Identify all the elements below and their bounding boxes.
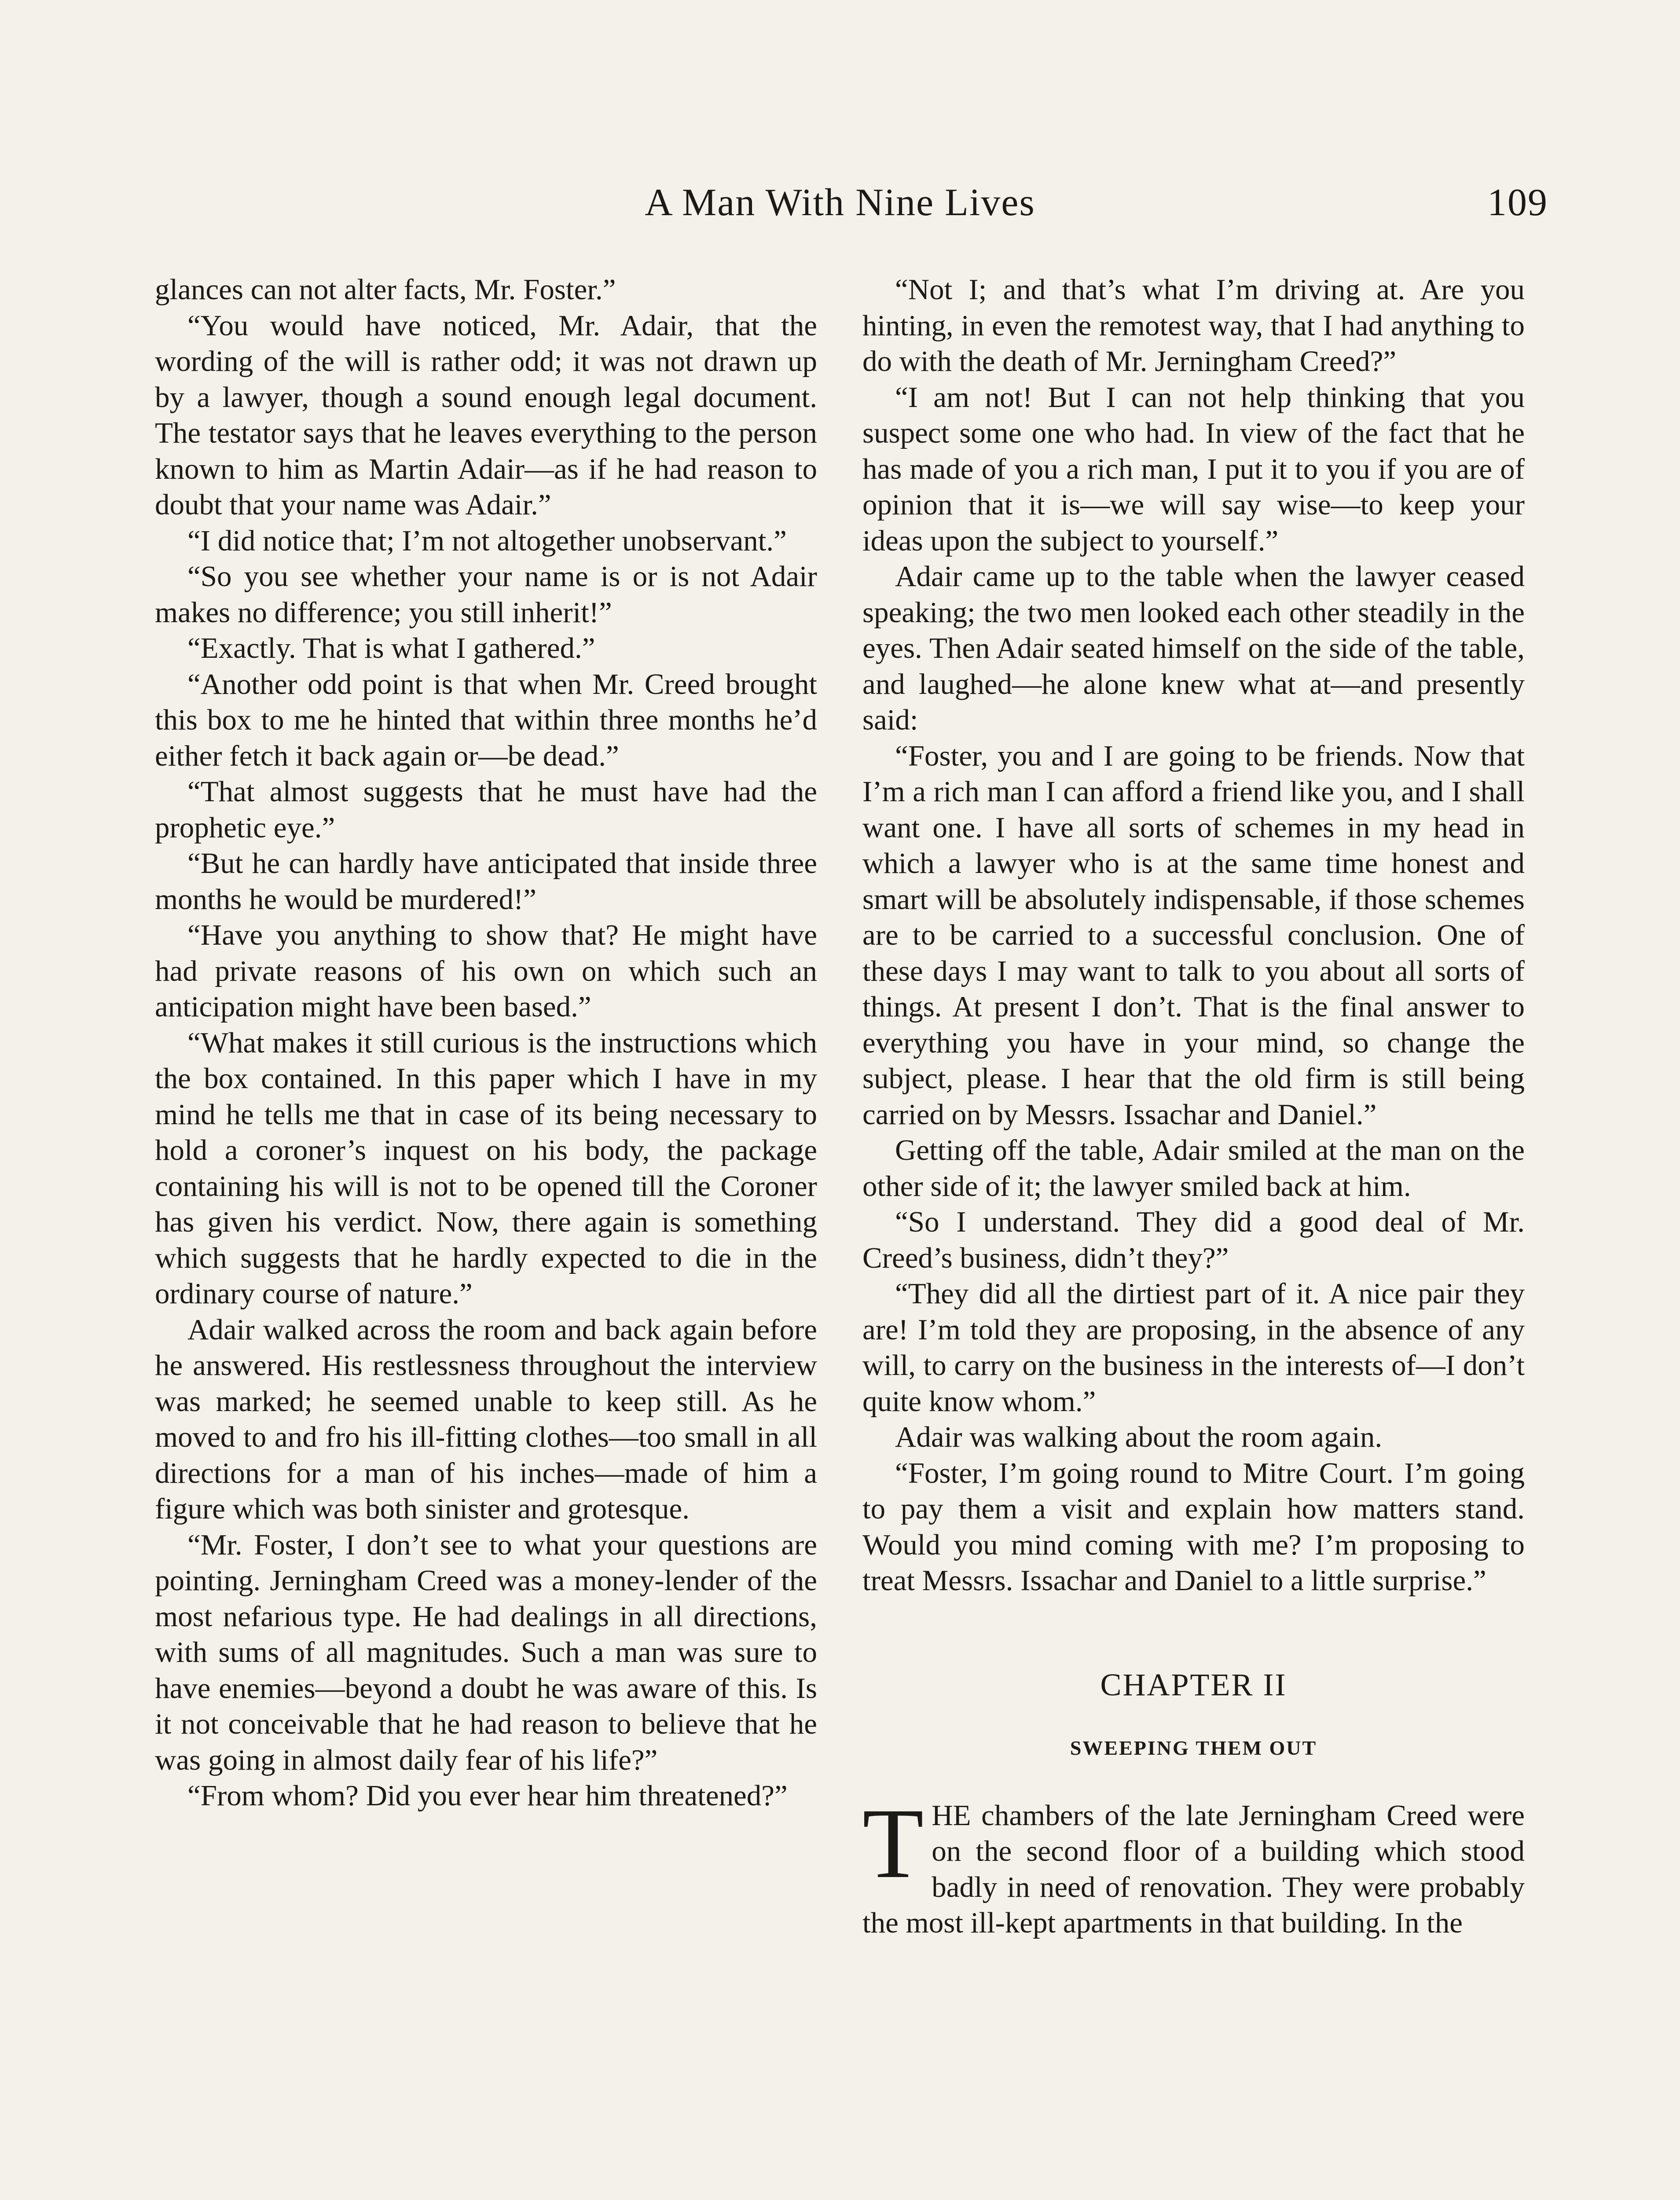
drop-cap: T [862,1788,924,1899]
paragraph: “Have you anything to show that? He might have had private reasons of his own on which such an anticipation might have been based.” [155,919,817,1023]
running-header [0,180,1680,242]
paragraph: Adair was walking about the room again. [895,1421,1383,1453]
left-column [155,272,817,1814]
chapter-heading: CHAPTER II [1100,1667,1287,1702]
paragraph: “I am not! But I can not help thinking that you suspect some one who had. In view of the fact that he has made of you a rich man, I put it to you if you are of opinion that it is—we will say wise—to keep your ideas upon the subject to yourself.” [862,381,1525,557]
chapter-opening-text: HE chambers of the late Jerningham Creed were on the second floor of a building which stood badly in need of renovation. They were probably the most ill-kept apartments in that building. In the [862,1799,1525,1939]
paragraph: Adair walked across the room and back again before he answered. His restlessness throughout the interview was marked; he seemed unable to keep still. As he moved to and fro his ill-fitting clothes—too small in all directions for a man of his inches—made of him a figure which was both sinister and grotesque. [155,1313,817,1525]
paragraph: “Mr. Foster, I don’t see to what your questions are pointing. Jerningham Creed was a money-lender of the most nefarious type. He had dealings in all directions, with sums of all magnitudes. Such a man was sure to have enemies—beyond a doubt he was aware of this. Is it not conceivable that he had reason to believe that he was going in almost daily fear of his life?” [155,1528,817,1776]
paragraph: “What makes it still curious is the instructions which the box contained. In this paper which I have in my mind he tells me that in case of its being necessary to hold a coroner’s inquest on his body, the package containing his will is not to be opened till the Coroner has given his verdict. Now, there again is something which suggests that he hardly expected to die in the ordinary course of nature.” [155,1026,817,1310]
page-number: 109 [1487,181,1548,224]
paragraph: “So I understand. They did a good deal of Mr. Creed’s business, didn’t they?” [862,1206,1525,1274]
paragraph: “Exactly. That is what I gathered.” [187,632,595,664]
paragraph: “Not I; and that’s what I’m driving at. Are you hinting, in even the remotest way, that I had anything to do with the death of Mr. Jerningham Creed?” [862,273,1525,378]
paragraph: glances can not alter facts, Mr. Foster.” [155,273,616,306]
right-column [862,272,1525,1941]
running-title: A Man With Nine Lives [645,181,1035,224]
paragraph: “You would have noticed, Mr. Adair, that the wording of the will is rather odd; it was not drawn up by a lawyer, though a sound enough legal document. The testator says that he leaves everything to the person known to him as Martin Adair—as if he had reason to doubt that your name was Adair.” [155,309,817,521]
paragraph: Adair came up to the table when the lawyer ceased speaking; the two men looked each other steadily in the eyes. Then Adair seated himself on the side of the table, and laughed—he alone knew what at—and presently said: [862,560,1525,736]
paragraph: “From whom? Did you ever hear him threatened?” [187,1779,788,1812]
paragraph: “Another odd point is that when Mr. Creed brought this box to me he hinted that within three months he’d either fetch it back again or—be dead.” [155,667,817,772]
chapter-opening-paragraph [862,1788,1525,1941]
paragraph: “That almost suggests that he must have had the prophetic eye.” [155,775,817,844]
paragraph: “They did all the dirtiest part of it. A nice pair they are! I’m told they are proposing, in the absence of any will, to carry on the business in the interests of—I don’t quite know whom.” [862,1277,1525,1418]
paragraph: “Foster, I’m going round to Mitre Court. I’m going to pay them a visit and explain how matters stand. Would you mind coming with me? I’m proposing to treat Messrs. Issachar and Daniel to a little surprise.” [862,1456,1525,1597]
chapter-subheading: SWEEPING THEM OUT [1070,1737,1317,1759]
paragraph: “So you see whether your name is or is not Adair makes no difference; you still inherit!” [155,560,817,629]
paragraph: “But he can hardly have anticipated that inside three months he would be murdered!” [155,847,817,916]
paragraph: Getting off the table, Adair smiled at the man on the other side of it; the lawyer smiled back at him. [862,1134,1525,1203]
paragraph: “I did notice that; I’m not altogether unobservant.” [187,524,787,557]
paragraph: “Foster, you and I are going to be friends. Now that I’m a rich man I can afford a friend like you, and I shall want one. I have all sorts of schemes in my head in which a lawyer who is at the same time honest and smart will be absolutely indispensable, if those schemes are to be carried to a successful conclusion. One of these days I may want to talk to you about all sorts of things. At present I don’t. That is the final answer to everything you have in your mind, so change the subject, please. I hear that the old firm is still being carried on by Messrs. Issachar and Daniel.” [862,739,1525,1131]
